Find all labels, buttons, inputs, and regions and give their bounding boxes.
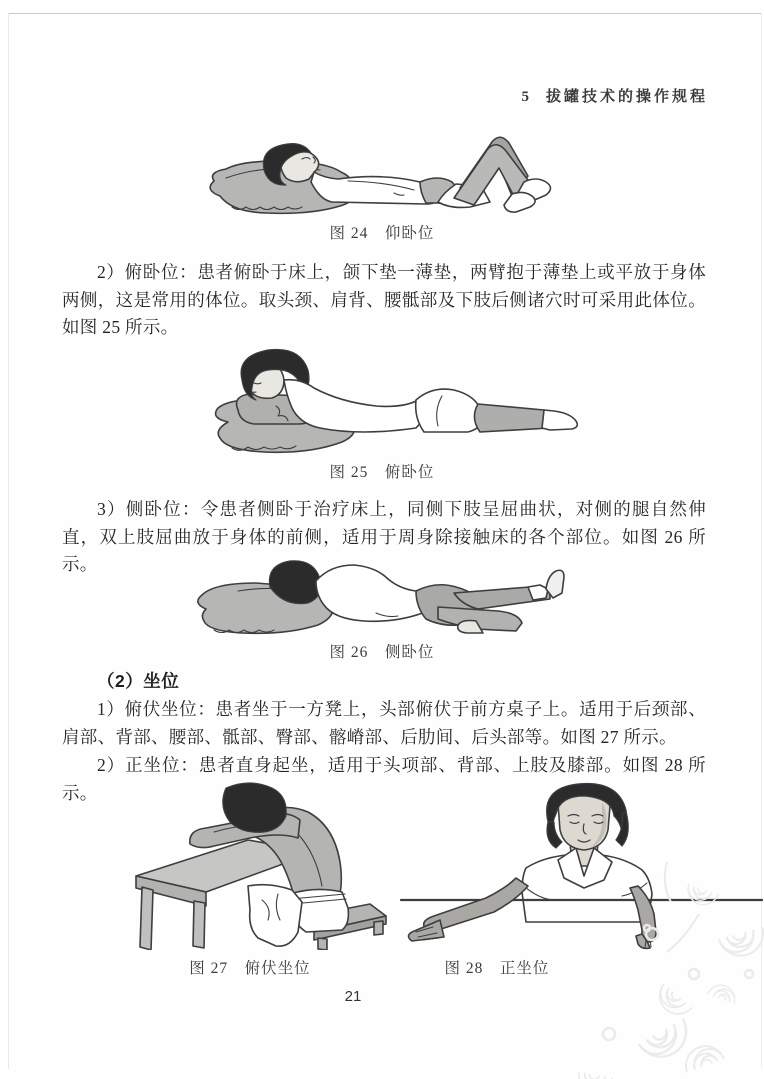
- page-edge-left: [8, 13, 9, 1069]
- cloth: [248, 885, 302, 947]
- figure-26-caption: 图 26 侧卧位: [329, 644, 435, 661]
- hips-shorts: [416, 389, 483, 432]
- figure-24-caption: 图 24 仰卧位: [329, 225, 435, 242]
- legs: [474, 404, 552, 432]
- torso: [316, 565, 428, 621]
- table-leg: [193, 901, 205, 948]
- paragraph-bent-sitting-position: 1）俯伏坐位：患者坐于一方凳上，头部俯伏于前方桌子上。适用于后颈部、肩部、背部、腰部、骶部、臀部、髂嵴部、后肋间、后头部等。如图 27 所示。: [62, 699, 706, 747]
- figure-27-bent-sitting-illustration: [130, 782, 392, 950]
- foot: [542, 410, 577, 430]
- chapter-title: 拔罐技术的操作规程: [545, 89, 708, 105]
- paragraph-side-lying-position: 3）侧卧位：令患者侧卧于治疗床上，同侧下肢呈屈曲状，对侧的腿自然伸直，双上肢屈曲放于身体的前侧，适用于周身除接触床的各个部位。如图 26 所示。: [62, 499, 706, 574]
- section-heading-sitting-positions: （2）坐位: [97, 671, 180, 691]
- figure-25-caption: 图 25 俯卧位: [329, 464, 435, 481]
- running-head: [521, 85, 708, 106]
- figure-25-prone-illustration: [180, 344, 580, 456]
- paragraph-upright-sitting-position: 2）正坐位：患者直身起坐，适用于头项部、背部、上肢及膝部。如图 28 所示。: [62, 755, 706, 803]
- foot: [504, 192, 535, 212]
- figure-27-caption: 图 27 俯伏坐位: [189, 960, 311, 977]
- swirl-flourish-decoration: [549, 844, 764, 1079]
- page-number: 21: [344, 988, 362, 1005]
- page-edge-top: [9, 13, 762, 14]
- stool-leg: [318, 938, 327, 950]
- chapter-number: 5: [521, 89, 532, 105]
- figure-26-side-lying-illustration: [178, 553, 585, 637]
- table-leg: [140, 887, 153, 950]
- paragraph-prone-position: 2）俯卧位：患者俯卧于床上，颌下垫一薄垫，两臂抱于薄垫上或平放于身体两侧，这是常用的体位。取头颈、肩背、腰骶部及下肢后侧诸穴时可采用此体位。如图 25 所示。: [62, 262, 706, 337]
- figure-28-caption: 图 28 正坐位: [444, 960, 550, 977]
- figure-24-supine-illustration: [198, 112, 570, 218]
- stool-leg: [374, 921, 383, 935]
